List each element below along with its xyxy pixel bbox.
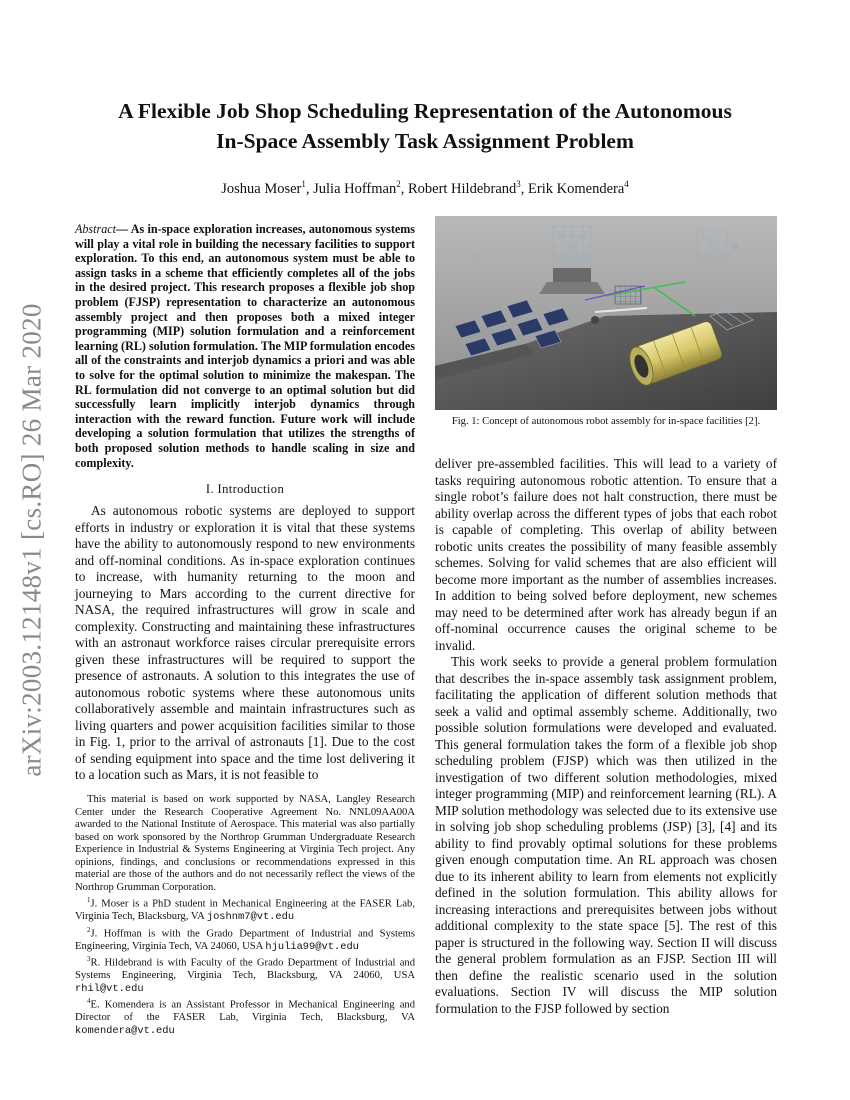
paper-title <box>60 96 790 156</box>
footnote-2: $^2$J. Hoffman is with the Grado Department of Industrial and Systems Engineering, Virginia Tech, VA 24060, USA hjulia99@vt.edu <box>75 925 415 953</box>
footnote-3: $^3$R. Hildebrand is with Faculty of the Grado Department of Industrial and Systems Engineering, Virginia Tech, Blacksburg, VA 24060, USA rhil@vt.edu <box>75 955 415 995</box>
author-1: Joshua Moser$^1$ <box>221 179 306 197</box>
intro-paragraph-right-1: deliver pre-assembled facilities. This will lead to a variety of tasks requiring autonomous robotic attention. To ensure that a single robot’s failure does not halt construction, there must be ability overlap across the different types of jobs that each robot is capable of completing. This overlap of ability between robotic units creates the possibility of many feasible assembly schemes. Solving for valid schemes that are also efficient will become more important as the number of assemblies increases. In addition to being solved before deployment, new schemes may need to be determined after work has already begun if an off-nominal occurrence causes the original scheme to be invalid. <box>435 456 777 653</box>
footnote-4: $^4$E. Komendera is an Assistant Professor in Mechanical Engineering and Director of the FASER Lab, Virginia Tech, Blacksburg, VA komendera@vt.edu <box>75 997 415 1037</box>
figure-1-assembly-render <box>435 216 777 410</box>
author-3: Robert Hildebrand$^3$ <box>407 179 521 197</box>
footnote-1: $^1$J. Moser is a PhD student in Mechanical Engineering at the FASER Lab, Virginia Tech, Blacksburg, VA joshnm7@vt.edu <box>75 896 415 924</box>
abstract-text: — As in-space exploration increases, autonomous systems will play a vital role in building the necessary facilities to support exploration. To this end, an autonomous system must be able to assign tasks in a scheme that efficiently completes all of the jobs in the desired project. This research proposes a flexible job shop problem (FJSP) representation to characterize an autonomous assembly project and then proposes both a mixed integer programming (MIP) solution formulation and a reinforcement learning (RL) solution formulation. The MIP formulation encodes all of the constraints and interjob dynamics a priori and was able to solve for the optimal solution to minimize the makespan. The RL formulation did not converge to an optimal solution but did successfully learn implicitly interjob dynamics through interaction with the reward function. Future work will include developing a solution formulation that utilizes the strengths of both proposed solution methods to handle scaling in size and complexity. <box>75 222 415 470</box>
left-column <box>75 222 415 784</box>
arxiv-id: arXiv:2003.12148v1 [cs.RO] 26 Mar 2020 <box>16 303 47 777</box>
author-2: Julia Hoffman$^2$ <box>313 179 401 197</box>
abstract-label: Abstract <box>75 222 116 236</box>
funding-footnote: This material is based on work supported by NASA, Langley Research Center under the Research Cooperative Agreement No. NNL09AA00A awarded to the National Institute of Aerospace. This material was also partially based on work sponsored by the Northrop Grumman Undergraduate Research Experience in Industrial & Systems Engineering at Virginia Tech project. Any opinions, findings, and conclusions or recommendations expressed in this material are those of the authors and do not necessarily reflect the views of the Northrop Grumman Corporation. <box>75 794 415 893</box>
section-heading-introduction: I. Introduction <box>205 482 285 497</box>
email-link[interactable]: joshnm7@vt.edu <box>206 911 295 924</box>
author-list: Joshua Moser$^1$, Julia Hoffman$^2$, Robert Hildebrand$^3$, Erik Komendera$^4$ <box>221 179 629 197</box>
email-link[interactable]: rhil@vt.edu <box>75 982 144 995</box>
intro-paragraph-left: As autonomous robotic systems are deployed to support efforts in industry or exploration it is vital that these systems have the ability to autonomously respond to new environments and off-nominal conditions. As in-space exploration continues to increase, with humanity returning to the moon and journeying to Mars according to the current directive for NASA, the required infrastructures will grow in scale and complexity. Constructing and maintaining these infrastructures with an astronaut workforce raises circular prerequisite errors given these infrastructures will be required to support the presence of astronauts. A solution to this integrates the use of autonomous robotic systems where these autonomous units collaboratively assemble and maintain infrastructures such as living quarters and power acquisition facilities similar to those in Fig. 1, prior to the arrival of astronauts [1]. Due to the cost of sending equipment into space and the time lost delivering it to a location such as Mars, it is not feasible to <box>75 503 415 783</box>
figure-caption: Fig. 1: Concept of autonomous robot assembly for in-space facilities [2]. <box>451 416 761 427</box>
title-line-2: In-Space Assembly Task Assignment Problem <box>216 129 634 153</box>
right-column <box>435 456 777 1017</box>
email-link[interactable]: komendera@vt.edu <box>75 1024 175 1037</box>
footnotes <box>75 794 415 1037</box>
author-4: Erik Komendera$^4$ <box>528 179 629 197</box>
title-line-1: A Flexible Job Shop Scheduling Representation of the Autonomous <box>118 99 732 123</box>
intro-paragraph-right-2: This work seeks to provide a general problem formulation that describes the in-space assembly task assignment problem, facilitating the application of different solution methods that seek a valid and optimal assembly scheme. Additionally, two possible solution formulations were developed and evaluated. This general formulation takes the form of a flexible job shop scheduling problem (FJSP) which was then utilized in the investigation of two different solution methodologies, mixed integer programming (MIP) and reinforcement learning (RL). A MIP solution methodology was selected due to its extensive use in solving job shop scheduling problems (JSP) [3], [4] and its ability to find provably optimal solutions for these problems given enough computation time. An RL approach was chosen due to its inherent ability to learn from elements not explicitly defined in the solution formulation. This ability allows for increasing interactions and prerequisites between jobs without additional complexity to the state space [5]. The rest of this paper is structured in the following way. Section II will discuss the general problem formulation as an FJSP. Section III will then define the realistic scenario used in the solution evaluations. Section IV will discuss the MIP solution formulation to the FJSP followed by section <box>435 654 777 1016</box>
arxiv-identifier-stamp <box>14 290 50 790</box>
abstract <box>75 222 415 470</box>
email-link[interactable]: hjulia99@vt.edu <box>265 940 359 953</box>
